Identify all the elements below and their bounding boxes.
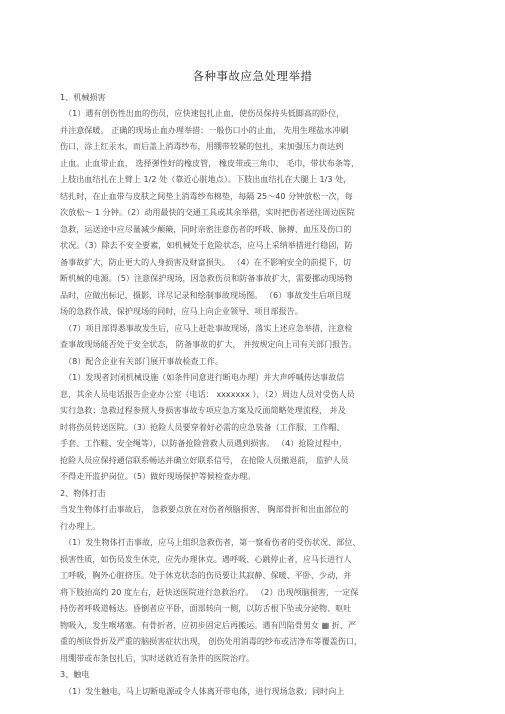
paragraph-line: 物吸入，发生喉堵塞。有骨折者，应初步固定后再搬运。遇有凹陷骨男女 ▦ 折、严 bbox=[60, 620, 357, 630]
paragraph-line: 用绷带或布条包扎后，实时送就近有条件的医院治疗。 bbox=[60, 653, 255, 663]
paragraph-line: 次放松～ 1 分钟。（2）动用最快的交通工具或其余举措，实时把伤者送往周边医院 bbox=[60, 207, 355, 217]
paragraph-line: 息，其余人员电话报告企业办公室（电话： xxxxxxx ），（2）周边人员对受伤人员 bbox=[60, 389, 355, 399]
paragraph-line: 场的急救作战，保护现场的同时，应马上向企业领导、项目部报告。 bbox=[60, 306, 303, 316]
paragraph-line: 品时，应做出标记，摄影，详尽记录和绘制事故现场图。 （6）事故发生后项目现 bbox=[60, 290, 352, 300]
paragraph-line: 重的颅底骨折及严重的脑损害症状出现， 创伤处用消毒的纱布或洁净布等覆盖伤口， bbox=[60, 636, 363, 646]
paragraph-line: 工呼吸，胸外心脏挤压。处于休克状态的伤员要让其寂静、保暖、平卧、少动，并 bbox=[60, 570, 352, 580]
paragraph-line: 当发生物体打击事故后， 急救要点放在对伤者颅脑损害、 胸部骨折和出血部位的 bbox=[60, 504, 349, 514]
paragraph-line: 损害性质，如伤员发生休克，应先办理休克。遇呼吸、心跳停止者，应马长进行人 bbox=[60, 554, 352, 564]
paragraph-line: 实行急救；急救过程参照人身损害事故专项应急方案及反面简略处理流程， 并及 bbox=[60, 405, 346, 415]
paragraph-line: 行办理上。 bbox=[60, 521, 101, 531]
paragraph-line: 不得走开监护岗位。（5）做好现场保护等候检查办理。 bbox=[60, 471, 256, 481]
paragraph-line: 伤口，涂上红汞水，而后盖上消毒纱布，用绷带较紧的包扎，来加强压力而达到 bbox=[60, 141, 344, 151]
paragraph-line: 断机械的电源。（5）注意保护现场，因急救伤员和防备事故扩大，需要挪动现场物 bbox=[60, 273, 353, 283]
paragraph-line: （1）遇有创伤性出血的伤员，应快速包扎止血，使伤员保持头低脚高的卧位， bbox=[64, 108, 345, 118]
section-heading: 3、触电 bbox=[60, 669, 90, 679]
paragraph-line: 持伤者呼吸道畅达。昏倒者应平卧，面部转向一侧，以防舌根下坠或分泌物、呕吐 bbox=[60, 603, 352, 613]
paragraph-line: 结扎时，在止血带与皮肤之间垫上消毒纱布棉垫，每隔 25～40 分钟放松一次，每 bbox=[60, 191, 353, 201]
paragraph-line: （8）配合企业有关部门展开事故检查工作。 bbox=[64, 356, 223, 366]
paragraph-line: 状况。（3）除去不安全要素，如机械处于危险状态，应马上采纳举措进行稳固，防 bbox=[60, 240, 353, 250]
paragraph-line: 止血。止血带止血， 选择弹性好的橡皮管， 橡皮带或三角巾、 毛巾，带状布条等， bbox=[60, 158, 360, 168]
paragraph-line: 急救，运送途中应尽量减少颠簸，同时亲密注意伤者的呼吸、脉搏、血压及伤口的 bbox=[60, 224, 352, 234]
paragraph-line: 时将伤员转送医院。（3）抢险人员要穿着好必需的应急装备（工作服、工作帽、 bbox=[60, 422, 345, 432]
paragraph-line: 上肢出血结扎在上臂上 1/2 处（靠近心脏地点）。下肢出血结扎在大腿上 1/3 处， bbox=[60, 174, 352, 184]
section-heading: 1、机械损害 bbox=[60, 92, 106, 102]
paragraph-line: 手套、工作鞋、安全绳等），以防备抢险营救人员遇到损害。 （4）抢险过程中， bbox=[60, 438, 347, 448]
section-heading: 2、物体打击 bbox=[60, 488, 106, 498]
paragraph-line: 将下肢抬高约 20 度左右，赶快送医院进行急救治疗。 （2）出现颅脑损害，一定保 bbox=[60, 587, 359, 597]
paragraph-line: （1）发生物体打击事故，应马上组织急救伤者，第一察看伤者的受伤状况、部位、 bbox=[64, 537, 361, 547]
paragraph-line: 备事故扩大，防止更大的人身损害及财富损失。 （4）在不影响安全的前提下，切 bbox=[60, 257, 352, 267]
paragraph-line: 抢险人员应保持通信联系畅达并确立好联系信号， 在抢险人员撤退前， 监护人员 bbox=[60, 455, 349, 465]
paragraph-line: （1）发现者封闭机械设施（如条件同意进行断电办理）并大声呼喊传达事故信 bbox=[64, 372, 345, 382]
paragraph-line: （1）发生触电，马上切断电源或令人体离开带电体，进行现场急救；同时向上 bbox=[64, 686, 345, 696]
paragraph-line: 查事故现场能否处于安全状态， 防备事故的扩大， 并按规定向上司有关部门报告。 bbox=[60, 339, 357, 349]
document-title: 各种事故应急处理举措 bbox=[192, 69, 313, 83]
paragraph-line: （7）项目部得悉事故发生后，应马上赶赴事故现场，落实上述应急举措，注意检 bbox=[64, 323, 353, 333]
paragraph-line: 并注意保暖。 正确的现场止血办理举措：一般伤口小的止血， 先用生理盐水冲刷 bbox=[60, 125, 349, 135]
